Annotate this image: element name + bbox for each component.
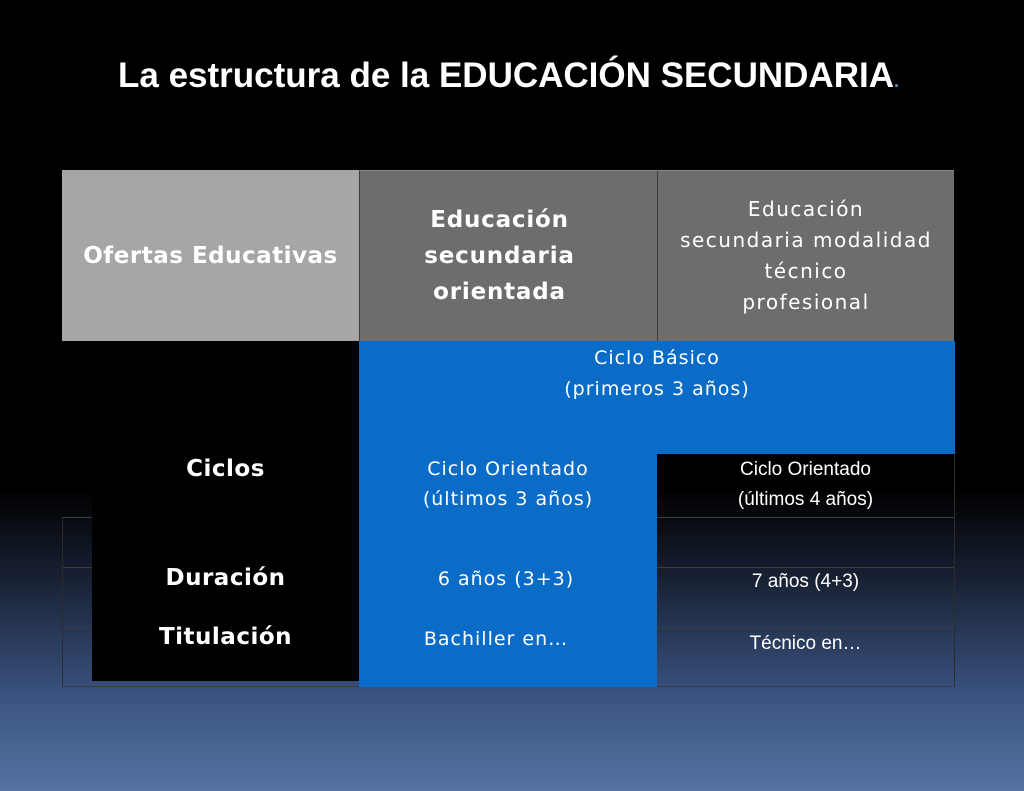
row-label-titulacion: Titulación	[158, 624, 293, 650]
header-line: Educación	[747, 197, 865, 221]
slide-title	[118, 56, 899, 96]
cell-line: Ciclo Orientado	[740, 459, 871, 480]
cell-line: Ciclo Orientado	[427, 458, 589, 480]
cell-text: Técnico en…	[749, 633, 862, 654]
cell-line: (últimos 4 años)	[737, 489, 874, 510]
cell-ciclo-orientado-3	[359, 454, 657, 568]
header-line: orientada	[433, 279, 566, 305]
header-line: secundaria modalidad	[680, 228, 932, 252]
cell-ciclo-basico	[359, 341, 955, 454]
cell-line: (últimos 3 años)	[422, 488, 594, 510]
row-label-duracion: Duración	[165, 565, 286, 591]
cell-text: 7 años (4+3)	[751, 571, 860, 592]
header-secundaria-orientada	[359, 170, 657, 341]
title-dot: .	[893, 71, 899, 91]
header-line: técnico	[764, 259, 848, 283]
column-divider	[954, 454, 955, 687]
cell-duracion-orientada	[359, 568, 657, 628]
cell-line: Ciclo Básico	[594, 347, 720, 369]
cell-titulacion-tecnica	[657, 628, 954, 687]
cell-line: (primeros 3 años)	[564, 378, 750, 400]
header-line: profesional	[742, 290, 870, 314]
column-divider	[62, 517, 63, 687]
header-ofertas-label: Ofertas Educativas	[83, 242, 338, 269]
cell-text: 6 años (3+3)	[437, 568, 575, 590]
row-label-ciclos: Ciclos	[186, 456, 265, 482]
cell-duracion-tecnica	[657, 568, 954, 628]
cell-ciclo-orientado-4	[657, 454, 954, 568]
title-text: La estructura de la EDUCACIÓN SECUNDARIA	[118, 56, 894, 95]
cell-titulacion-orientada	[359, 628, 657, 687]
header-tecnico-profesional	[657, 170, 954, 341]
cell-text: Bachiller en…	[423, 628, 569, 650]
header-line: secundaria	[424, 243, 575, 269]
header-ofertas-educativas	[62, 170, 359, 341]
header-line: Educación	[430, 207, 569, 233]
